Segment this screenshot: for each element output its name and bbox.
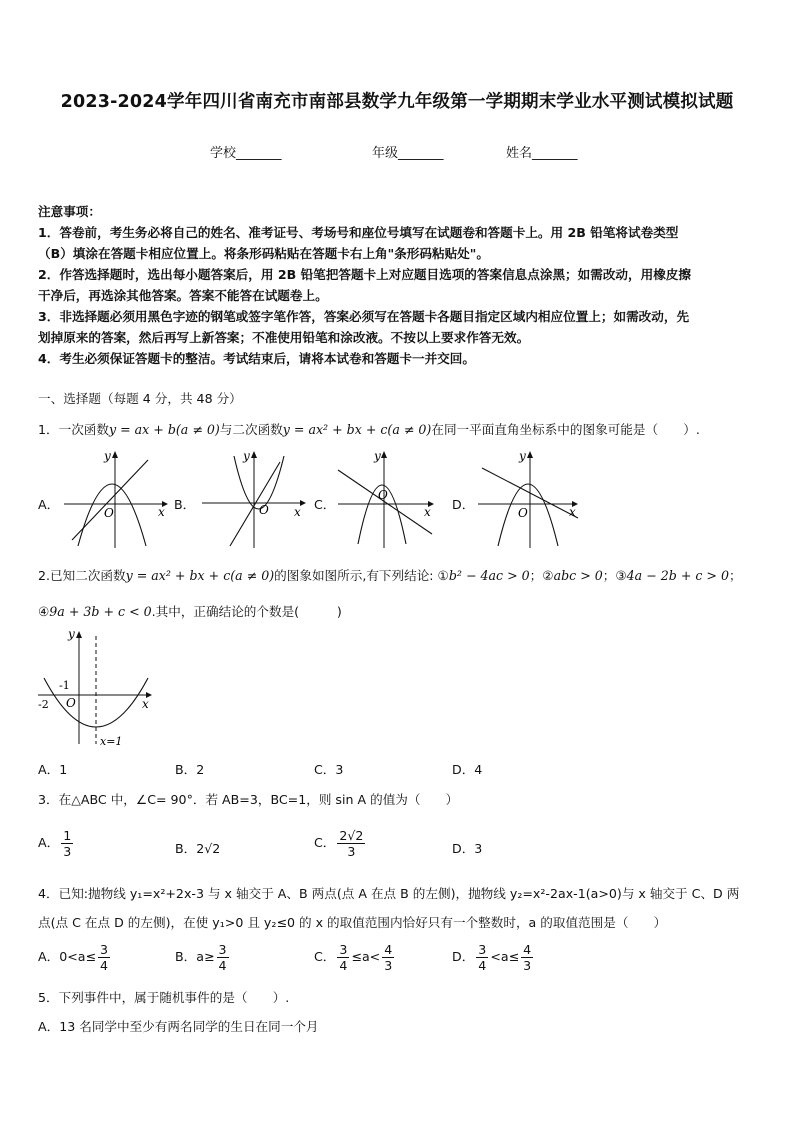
- axis-x-label: x: [294, 505, 301, 519]
- conclusion-3: 4a − 2b + c > 0: [626, 568, 729, 583]
- question-2: [38, 565, 758, 586]
- denominator: 3: [384, 958, 393, 973]
- denominator: 4: [339, 958, 348, 973]
- notice-line: 4．考生必须保证答题卡的整洁。考试结束后，请将本试卷和答题卡一并交回。: [38, 351, 475, 366]
- numerator: 3: [100, 942, 109, 957]
- question-2-line2: [38, 601, 758, 622]
- axis-x-label: x: [569, 505, 576, 519]
- option-value: 2√2: [196, 841, 221, 856]
- option-label: B．: [175, 841, 197, 856]
- fraction: [382, 942, 394, 973]
- denominator: 4: [100, 958, 109, 973]
- q1-graph-d: [474, 448, 586, 550]
- school-field: 学校_______: [210, 146, 282, 161]
- axis-x-label: x: [142, 697, 149, 711]
- axis-y-label: y: [104, 449, 111, 463]
- option-a: A．1: [38, 762, 68, 777]
- origin-label: O: [104, 506, 114, 520]
- notice-line: （B）填涂在答题卡相应位置上。将条形码粘贴在答题卡右上角"条形码粘贴处"。: [38, 246, 489, 261]
- page-title: 2023-2024学年四川省南充市南部县数学九年级第一学期期末学业水平测试模拟试题: [60, 92, 734, 112]
- option-a: [38, 828, 75, 859]
- option-b-label: B．: [174, 497, 196, 512]
- conclusion-4: 9a + 3b + c < 0: [49, 604, 152, 619]
- axis-y-label: y: [243, 449, 250, 463]
- option-b: [175, 942, 231, 973]
- numerator: 3: [218, 942, 227, 957]
- option-c: C．3: [314, 762, 344, 777]
- option-label: C．: [314, 835, 336, 850]
- question-text: 2.已知二次函数: [38, 568, 126, 583]
- notice-line: 1．答卷前，考生务必将自己的姓名、准考证号、考场号和座位号填写在试题卷和答题卡上。用 2B 铅笔将试卷类型: [38, 225, 679, 240]
- option-label: B．a≥: [175, 949, 215, 964]
- notice-heading: 注意事项：: [38, 204, 101, 219]
- option-d: D．4: [452, 762, 483, 777]
- separator: ；: [729, 568, 742, 583]
- fraction: [61, 828, 73, 859]
- separator: ；③: [602, 568, 627, 583]
- question-1: [38, 419, 758, 440]
- separator: ；②: [529, 568, 554, 583]
- formula: y = ax + b(a ≠ 0): [108, 422, 220, 437]
- option-d-label: D．: [452, 497, 475, 512]
- option-c: [314, 828, 367, 859]
- question-4-line2: 点(点 C 在点 D 的左侧)，在使 y₁>0 且 y₂≤0 的 x 的取值范围内恰好只有一个整数时，a 的取值范围是（ ）: [38, 915, 667, 930]
- denominator: 3: [347, 844, 356, 859]
- notice-line: 划掉原来的答案，然后再写上新答案；不准使用铅笔和涂改液。不按以上要求作答无效。: [38, 330, 530, 345]
- option-b: B．2: [175, 762, 205, 777]
- origin-label: O: [378, 488, 388, 502]
- option-label: C．: [314, 949, 336, 964]
- denominator: 4: [218, 958, 227, 973]
- axis-x-label: x: [158, 505, 165, 519]
- symmetry-axis-label: x=1: [100, 735, 123, 748]
- notice-line: 干净后，再选涂其他答案。答案不能答在试题卷上。: [38, 288, 328, 303]
- option-label: D．: [452, 949, 475, 964]
- section-heading: 一、选择题（每题 4 分，共 48 分）: [38, 391, 242, 406]
- option-a: [38, 942, 112, 973]
- conclusion-2: abc > 0: [553, 568, 603, 583]
- conclusion-1: b² − 4ac > 0: [448, 568, 530, 583]
- fraction: [476, 942, 488, 973]
- axis-y-label: y: [68, 627, 75, 641]
- notice-line: 3．非选择题必须用黑色字迹的钢笔或签字笔作答，答案必须写在答题卡各题目指定区域内相应位置上；如需改动，先: [38, 309, 690, 324]
- option-a: A．13 名同学中至少有两名同学的生日在同一个月: [38, 1019, 319, 1034]
- name-field: 姓名_______: [506, 146, 578, 161]
- denominator: 4: [478, 958, 487, 973]
- option-d: D．3: [452, 841, 483, 856]
- tick-label: -1: [59, 679, 70, 692]
- question-text: 1．一次函数: [38, 422, 109, 437]
- option-label: A．: [38, 835, 60, 850]
- tick-label: -2: [38, 698, 49, 711]
- numerator: 3: [478, 942, 487, 957]
- question-5: 5．下列事件中，属于随机事件的是（ ）.: [38, 990, 290, 1005]
- option-c-label: C．: [314, 497, 336, 512]
- fraction: [217, 942, 229, 973]
- q2-graph: [34, 626, 164, 752]
- marker: ④: [38, 604, 50, 619]
- option-c: [314, 942, 396, 973]
- grade-field: 年级_______: [372, 146, 444, 161]
- fraction: [521, 942, 533, 973]
- inequality: ≤a<: [351, 949, 381, 964]
- origin-label: O: [518, 506, 528, 520]
- notice-line: 2．作答选择题时，选出每小题答案后，用 2B 铅笔把答题卡上对应题目选项的答案信息点涂黑；如需改动，用橡皮擦: [38, 267, 691, 282]
- axis-x-label: x: [424, 505, 431, 519]
- origin-label: O: [259, 503, 269, 517]
- option-label: A．0<a≤: [38, 949, 97, 964]
- formula: y = ax² + bx + c(a ≠ 0): [282, 422, 432, 437]
- question-text: 与二次函数: [219, 422, 283, 437]
- option-d: [452, 942, 535, 973]
- option-b: [175, 838, 220, 857]
- question-4: 4．已知:抛物线 y₁=x²+2x-3 与 x 轴交于 A、B 两点(点 A 在点 B 的左侧)，抛物线 y₂=x²-2ax-1(a>0)与 x 轴交于 C、D 两: [38, 886, 740, 901]
- question-3: 3．在△ABC 中，∠C= 90°．若 AB=3，BC=1，则 sin A 的值为（ ）: [38, 792, 459, 807]
- numerator: 4: [384, 942, 393, 957]
- q1-graph-b: [196, 448, 314, 550]
- question-text: 在同一平面直角坐标系中的图象可能是（ ）.: [431, 422, 700, 437]
- numerator: 3: [339, 942, 348, 957]
- fraction: [337, 942, 349, 973]
- question-text: .其中，正确结论的个数是( ): [151, 604, 342, 619]
- question-text: 的图象如图所示,有下列结论: ①: [274, 568, 449, 583]
- origin-label: O: [66, 696, 76, 710]
- numerator: 1: [63, 828, 72, 843]
- fraction: [337, 828, 365, 859]
- denominator: 3: [63, 844, 72, 859]
- numerator: 2√2: [339, 828, 364, 843]
- q1-graph-a: [58, 448, 173, 550]
- formula: y = ax² + bx + c(a ≠ 0): [125, 568, 275, 583]
- option-a-label: A．: [38, 497, 60, 512]
- numerator: 4: [523, 942, 532, 957]
- fraction: [98, 942, 110, 973]
- axis-y-label: y: [519, 449, 526, 463]
- inequality: <a≤: [490, 949, 520, 964]
- axis-y-label: y: [374, 449, 381, 463]
- denominator: 3: [523, 958, 532, 973]
- q1-graph-c: [334, 448, 442, 550]
